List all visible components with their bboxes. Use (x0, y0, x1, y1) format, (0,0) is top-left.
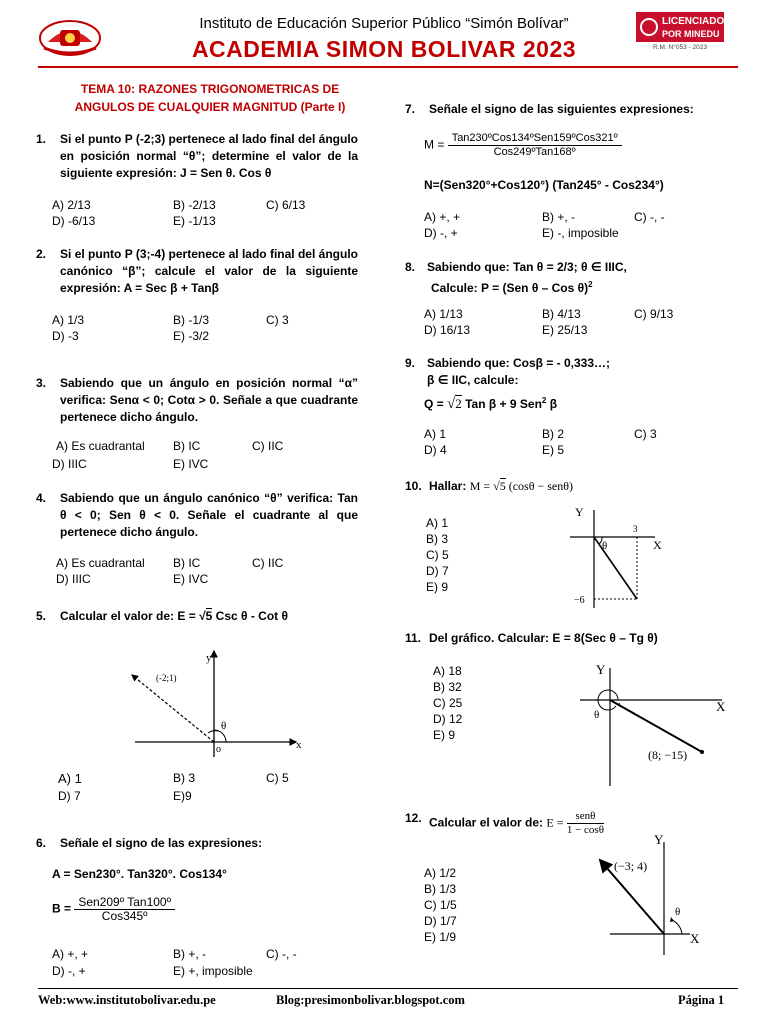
option-b[interactable]: B) IC (173, 556, 201, 570)
option-b[interactable]: B) 3 (426, 532, 449, 546)
tick-y-label: −6 (574, 595, 585, 606)
expression-m-label: M = (424, 137, 445, 152)
badge-line1: LICENCIADO (662, 16, 725, 27)
option-a[interactable]: A) 1 (58, 771, 82, 786)
question-number: 10. (405, 479, 422, 493)
expression-n: N=(Sen320°+Cos120°) (Tan245° - Cos234°) (424, 178, 664, 192)
angle-label: θ (221, 720, 227, 732)
option-d[interactable]: D) -6/13 (52, 214, 96, 228)
option-e[interactable]: E) IVC (173, 572, 209, 586)
question-text: Sabiendo que un ángulo canónico “θ” verifica: Tan θ < 0; Sen θ < 0. Señale el cuadrante al que pertenece dicho ángulo. (60, 491, 358, 539)
expression-b (52, 896, 175, 923)
axis-x-label: X (690, 931, 700, 946)
expression-q-rest: Tan β + 9 Sen (461, 397, 542, 411)
expression-a: A = Sen230°. Tan320°. Cos134° (52, 867, 227, 881)
axis-x-label: X (716, 699, 726, 714)
sqrt-symbol: √ (199, 609, 206, 623)
question-number: 8. (405, 260, 416, 274)
topic-title (40, 80, 380, 116)
option-d[interactable]: D) -, + (52, 964, 86, 978)
option-e[interactable]: E) +, imposible (173, 964, 253, 978)
figure-q5 (130, 645, 310, 760)
option-c[interactable]: C) -, - (634, 210, 665, 224)
sqrt-value: 5 (205, 609, 213, 623)
question-text: Si el punto P (3;-4) pertenece al lado final del ángulo canónico “β”; calcule el valor de la siguiente expresión: A = Sec β + Tanβ (60, 247, 358, 295)
question-5 (36, 608, 358, 628)
option-e[interactable]: E)9 (173, 789, 192, 803)
option-c[interactable]: C) 1/5 (424, 898, 457, 912)
question-10 (405, 478, 735, 500)
option-a[interactable]: A) 2/13 (52, 198, 91, 212)
question-number: 9. (405, 356, 416, 370)
question-text: Sabiendo que: Tan θ = 2/3; θ ∈ IIIC, (427, 260, 627, 274)
axis-x-label: X (653, 538, 662, 552)
question-6 (36, 835, 358, 855)
expression-e-label: E = (546, 815, 564, 830)
question-text: Si el punto P (-2;3) pertenece al lado final del ángulo en posición normal “θ”; determine el valor de la siguiente expresión: J = Sen θ. Cos θ (60, 132, 358, 180)
expression-q (424, 392, 557, 413)
option-e[interactable]: E) -, imposible (542, 226, 619, 240)
figure-q12 (590, 830, 720, 955)
option-a[interactable]: A) 18 (433, 664, 462, 678)
option-e[interactable]: E) -1/13 (173, 214, 216, 228)
question-text-rest: Csc θ - Cot θ (212, 609, 288, 623)
question-number: 4. (36, 491, 47, 505)
option-d[interactable]: D) -, + (424, 226, 458, 240)
question-4 (36, 490, 358, 544)
question-7 (405, 101, 735, 121)
expression-m (424, 132, 622, 159)
option-e[interactable]: E) 25/13 (542, 323, 588, 337)
option-a[interactable]: A) +, + (424, 210, 461, 224)
expression-q-end: β (546, 397, 558, 411)
fraction-denominator: Cos345º (101, 909, 148, 923)
expression-q-label: Q = (424, 397, 444, 411)
angle-label: θ (675, 906, 681, 918)
option-c[interactable]: C) 6/13 (266, 198, 306, 212)
option-b[interactable]: B) 1/3 (424, 882, 457, 896)
point-label: (-2;1) (156, 673, 177, 683)
option-a[interactable]: A) 1/2 (424, 866, 457, 880)
option-a[interactable]: A) 1 (424, 427, 447, 441)
origin-label: o (216, 744, 221, 755)
fraction-numerator: senθ (567, 810, 604, 824)
option-a[interactable]: A) Es cuadrantal (56, 556, 145, 570)
option-e[interactable]: E) -3/2 (173, 329, 210, 343)
question-3 (36, 375, 358, 429)
option-a[interactable]: A) +, + (52, 947, 89, 961)
option-b[interactable]: B) +, - (173, 947, 207, 961)
question-text: Calcular el valor de: E = (60, 609, 200, 623)
sqrt-value: 2 (455, 396, 462, 411)
exponent: 2 (588, 280, 593, 289)
question-text-line2: β ∈ IIC, calcule: (427, 373, 519, 387)
badge-line2: POR MINEDU (662, 29, 720, 39)
option-d[interactable]: D) IIIC (56, 572, 91, 586)
footer-blog-link[interactable]: Blog:presimonbolivar.blogspot.com (276, 993, 465, 1007)
option-a[interactable]: A) 1/3 (52, 313, 85, 327)
question-number: 1. (36, 132, 47, 146)
footer-divider (38, 988, 738, 989)
question-number: 12. (405, 811, 422, 825)
option-d[interactable]: D) IIIC (52, 457, 87, 471)
question-number: 6. (36, 836, 47, 850)
question-9 (405, 355, 735, 391)
axis-y-label: Y (596, 662, 606, 677)
question-number: 2. (36, 247, 47, 261)
option-a[interactable]: A) 1/13 (424, 307, 463, 321)
point-label: (−3; 4) (614, 859, 648, 873)
question-text: Calcular el valor de: (429, 815, 544, 830)
fraction-numerator: Sen209º Tan100º (74, 896, 175, 910)
angle-label: θ (594, 709, 600, 721)
option-c[interactable]: C) 3 (634, 427, 657, 441)
page-number: Página 1 (678, 993, 725, 1007)
option-d[interactable]: D) 7 (426, 564, 449, 578)
sqrt-symbol: √ (447, 396, 456, 412)
question-number: 5. (36, 609, 47, 623)
option-d[interactable]: D) -3 (52, 329, 79, 343)
question-text: Señale el signo de las siguientes expresiones: (429, 102, 694, 116)
option-d[interactable]: D) 1/7 (424, 914, 457, 928)
academy-title: ACADEMIA SIMON BOLIVAR 2023 (191, 36, 577, 62)
topic-title-line1: TEMA 10: RAZONES TRIGONOMETRICAS DE (80, 82, 340, 96)
option-e[interactable]: E) 1/9 (424, 930, 457, 944)
option-d[interactable]: D) 12 (433, 712, 463, 726)
expression-b-label: B = (52, 901, 72, 916)
option-c[interactable]: C) 5 (266, 771, 289, 785)
option-e[interactable]: E) IVC (173, 457, 209, 471)
question-number: 11. (405, 631, 422, 645)
option-b[interactable]: B) IC (173, 439, 201, 453)
fraction-denominator: Cos249ºTan168º (493, 146, 576, 158)
question-11 (405, 630, 735, 650)
option-b[interactable]: B) -2/13 (173, 198, 216, 212)
option-d[interactable]: D) 16/13 (424, 323, 471, 337)
question-text: Señale el signo de las expresiones: (60, 836, 263, 850)
axis-y-label: y (206, 652, 212, 664)
question-text: Del gráfico. Calcular: E = 8(Sec θ – Tg θ) (429, 631, 658, 645)
footer-web-link[interactable]: Web:www.institutobolivar.edu.pe (38, 993, 216, 1007)
formula-m: M = (469, 479, 494, 493)
institute-name: Instituto de Educación Superior Público “Simón Bolívar” (199, 15, 569, 32)
option-e[interactable]: E) 9 (433, 728, 456, 742)
formula-rest: (cosθ − senθ) (505, 479, 573, 493)
option-a[interactable]: A) 1 (426, 516, 449, 530)
question-1 (36, 131, 358, 185)
option-b[interactable]: B) 4/13 (542, 307, 581, 321)
option-c[interactable]: C) 25 (433, 696, 463, 710)
sqrt-value: 5 (499, 479, 506, 493)
exponent: 2 (541, 396, 547, 405)
option-c[interactable]: C) 9/13 (634, 307, 674, 321)
option-e[interactable]: E) 9 (426, 580, 449, 594)
badge-check-icon (640, 18, 658, 36)
question-text-line2: Calcule: P = (Sen θ – Cos θ) (431, 281, 589, 295)
option-b[interactable]: B) +, - (542, 210, 576, 224)
question-8 (405, 259, 735, 295)
option-b[interactable]: B) 3 (173, 771, 196, 785)
figure-q11 (572, 658, 742, 788)
fraction-numerator: Tan230ºCos134ºSen159ºCos321º (448, 132, 622, 146)
question-2 (36, 246, 358, 300)
angle-label: θ (602, 540, 608, 552)
option-c[interactable]: C) IIC (252, 439, 284, 453)
axis-y-label: Y (575, 505, 584, 519)
question-number: 3. (36, 376, 47, 390)
option-e[interactable]: E) 5 (542, 443, 565, 457)
option-b[interactable]: B) 32 (433, 680, 462, 694)
badge-resolution: R.M. N°053 - 2023 (653, 44, 707, 51)
licensed-badge (636, 12, 724, 60)
option-c[interactable]: C) 3 (266, 313, 289, 327)
option-d[interactable]: D) 4 (424, 443, 447, 457)
question-text: Sabiendo que: Cosβ = - 0,333…; (427, 356, 611, 370)
option-c[interactable]: C) 5 (426, 548, 449, 562)
sqrt-symbol: √ (493, 479, 500, 493)
option-c[interactable]: C) -, - (266, 947, 297, 961)
fraction-denominator: 1 − cosθ (566, 824, 604, 836)
tick-x-label: 3 (633, 524, 638, 534)
axis-x-label: x (296, 739, 302, 751)
header-divider (38, 66, 738, 68)
option-c[interactable]: C) IIC (252, 556, 284, 570)
option-b[interactable]: B) 2 (542, 427, 565, 441)
question-text: Sabiendo que un ángulo en posición normal “α” verifica: Senα < 0; Cotα > 0. Señale a que cuadrante pertenece dicho ángulo. (60, 376, 358, 424)
topic-title-line2: ANGULOS DE CUALQUIER MAGNITUD (Parte I) (74, 100, 346, 114)
option-b[interactable]: B) -1/3 (173, 313, 210, 327)
axis-y-label: Y (654, 832, 664, 847)
question-text: Hallar: (429, 479, 467, 493)
figure-q10 (540, 502, 680, 612)
question-number: 7. (405, 102, 416, 116)
point-label: (8; −15) (648, 748, 688, 762)
option-a[interactable]: A) Es cuadrantal (56, 439, 145, 453)
option-d[interactable]: D) 7 (58, 789, 81, 803)
